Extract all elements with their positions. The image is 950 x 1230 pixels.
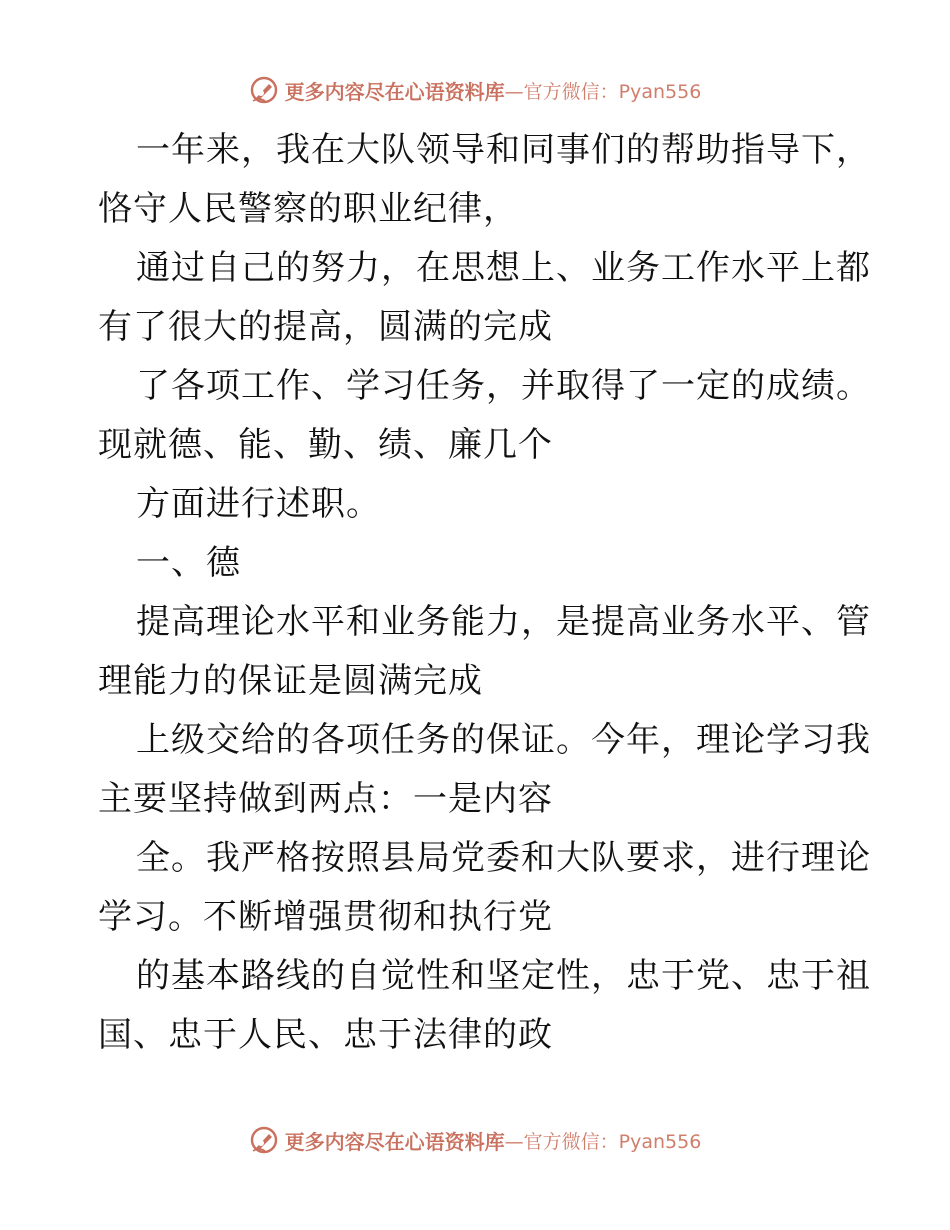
text-line: 了各项工作、学习任务，并取得了一定的成绩。 [136, 366, 871, 406]
text-line: 上级交给的各项任务的保证。今年，理论学习我 [136, 720, 871, 760]
footer-watermark [0, 1122, 950, 1158]
watermark-brand-text: 更多内容尽在心语资料库 [284, 79, 505, 104]
text-line: 提高理论水平和业务能力，是提高业务水平、管 [136, 602, 871, 642]
header-watermark [0, 72, 950, 108]
pen-logo-icon [249, 75, 279, 105]
watermark-contact-text: —官方微信：Pyan556 [504, 80, 702, 103]
text-line: 全。我严格按照县局党委和大队要求，进行理论 [136, 838, 871, 878]
text-line: 现就德、能、勤、绩、廉几个 [98, 425, 553, 465]
text-line: 国、忠于人民、忠于法律的政 [98, 1015, 553, 1055]
text-line: 有了很大的提高，圆满的完成 [98, 307, 553, 347]
text-line: 理能力的保证是圆满完成 [98, 661, 483, 701]
text-line: 的基本路线的自觉性和坚定性，忠于党、忠于祖 [136, 956, 871, 996]
text-line: 学习。不断增强贯彻和执行党 [98, 897, 553, 937]
document-body [98, 118, 871, 1055]
pen-logo-icon [249, 1125, 279, 1155]
text-line: 一年来，我在大队领导和同事们的帮助指导下， [136, 130, 871, 170]
text-line: 主要坚持做到两点：一是内容 [98, 779, 553, 819]
text-line: 通过自己的努力，在思想上、业务工作水平上都 [136, 248, 871, 288]
watermark-brand-text: 更多内容尽在心语资料库 [284, 1129, 505, 1154]
text-line: 方面进行述职。 [136, 484, 381, 524]
section-heading: 一、德 [136, 543, 241, 583]
watermark-contact-text: —官方微信：Pyan556 [504, 1130, 702, 1153]
text-line: 恪守人民警察的职业纪律， [98, 189, 518, 229]
